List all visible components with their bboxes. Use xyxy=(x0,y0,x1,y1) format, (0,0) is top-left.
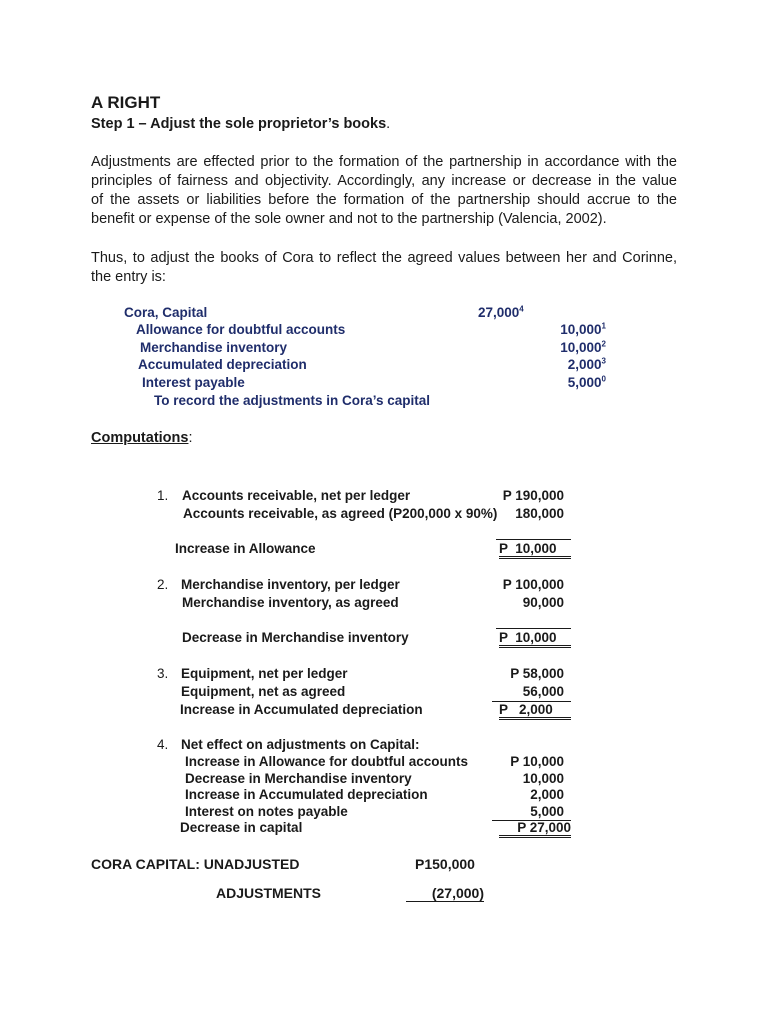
item-result-label: Increase in Allowance xyxy=(175,541,316,556)
step-title-period: . xyxy=(386,116,391,132)
journal-memo: To record the adjustments in Cora’s capital xyxy=(154,393,431,408)
adjustments-label: ADJUSTMENTS xyxy=(216,885,322,901)
journal-amount-value: 5,000 xyxy=(567,375,602,390)
item-line-amount: P 100,000 xyxy=(502,577,564,592)
journal-footnote-ref: 4 xyxy=(519,304,524,314)
computations-title-text: Computations xyxy=(91,430,189,446)
item-line-amount: P 190,000 xyxy=(502,488,564,503)
journal-credit-account: Interest payable xyxy=(142,375,245,390)
journal-credit-amount xyxy=(560,322,606,337)
step-title-text: Step 1 – Adjust the sole proprietor’s books xyxy=(91,116,387,132)
item-line-label: Merchandise inventory, as agreed xyxy=(182,595,399,610)
item-line-label: Increase in Accumulated depreciation xyxy=(185,787,428,802)
journal-footnote-ref: 1 xyxy=(601,321,606,331)
step-title xyxy=(91,116,390,132)
item-line-amount: 5,000 xyxy=(530,804,564,819)
item-line-label: Equipment, net as agreed xyxy=(181,684,346,699)
paragraph-line: benefit or expense of the sole owner and not to the partnership (Valencia, 2002). xyxy=(91,211,607,227)
item-result-label: Increase in Accumulated depreciation xyxy=(180,702,423,717)
paragraph-entry-intro xyxy=(91,249,677,287)
item-header: Net effect on adjustments on Capital: xyxy=(181,737,420,752)
item-line-label: Decrease in Merchandise inventory xyxy=(185,771,412,786)
computations-title-colon: : xyxy=(188,430,193,446)
item-result-amount: P 10,000 xyxy=(499,541,571,559)
subtotal-rule xyxy=(496,628,571,629)
item-line-label: Merchandise inventory, per ledger xyxy=(181,577,400,592)
item-number: 4. xyxy=(157,737,169,752)
item-line-label: Accounts receivable, as agreed (P200,000 x 90%) xyxy=(183,506,498,521)
journal-amount-value: 10,000 xyxy=(560,322,602,337)
computations-title xyxy=(91,430,193,446)
item-line-amount: 180,000 xyxy=(515,506,564,521)
item-line-amount: 2,000 xyxy=(530,787,564,802)
item-line-amount: 10,000 xyxy=(522,771,564,786)
item-result-label: Decrease in Merchandise inventory xyxy=(182,630,409,645)
item-result-amount: P 27,000 xyxy=(499,820,571,838)
journal-credit-account: Merchandise inventory xyxy=(140,340,288,355)
journal-amount-value: 10,000 xyxy=(560,340,602,355)
item-number: 2. xyxy=(157,577,169,592)
journal-credit-account: Allowance for doubtful accounts xyxy=(136,322,346,337)
unadjusted-amount: P150,000 xyxy=(415,856,475,872)
journal-amount-value: 2,000 xyxy=(567,357,602,372)
item-line-amount: P 10,000 xyxy=(510,754,564,769)
adjustments-amount: (27,000) xyxy=(406,885,484,902)
journal-debit-account: Cora, Capital xyxy=(124,305,208,320)
section-heading: A RIGHT xyxy=(91,93,161,112)
journal-credit-amount xyxy=(568,357,606,372)
journal-credit-amount xyxy=(568,375,606,390)
item-line-amount: 56,000 xyxy=(522,684,564,699)
item-line-amount: 90,000 xyxy=(522,595,564,610)
journal-amount-value: 27,000 xyxy=(478,305,520,320)
journal-footnote-ref: 2 xyxy=(601,339,606,349)
journal-debit-amount xyxy=(478,305,524,320)
journal-credit-account: Accumulated depreciation xyxy=(138,357,307,372)
journal-footnote-ref: 0 xyxy=(601,374,606,384)
item-line-label: Accounts receivable, net per ledger xyxy=(182,488,411,503)
item-number: 1. xyxy=(157,488,169,503)
paragraph-line: of the assets or liabilities before the formation of the partnership should accrue to the xyxy=(91,192,677,208)
item-result-amount: P 10,000 xyxy=(499,630,571,648)
subtotal-rule xyxy=(496,539,571,540)
item-number: 3. xyxy=(157,666,169,681)
unadjusted-label: CORA CAPITAL: UNADJUSTED xyxy=(91,856,300,872)
item-line-label: Increase in Allowance for doubtful accounts xyxy=(185,754,469,769)
item-line-label: Equipment, net per ledger xyxy=(181,666,348,681)
paragraph-line: Thus, to adjust the books of Cora to reflect the agreed values between her and Corinne, xyxy=(91,250,677,266)
journal-credit-amount xyxy=(560,340,606,355)
paragraph-line: the entry is: xyxy=(91,269,166,285)
item-result-label: Decrease in capital xyxy=(180,820,303,835)
paragraph-adjustments xyxy=(91,153,677,229)
journal-footnote-ref: 3 xyxy=(601,356,606,366)
item-line-label: Interest on notes payable xyxy=(185,804,348,819)
item-line-amount: P 58,000 xyxy=(510,666,564,681)
item-result-amount: P 2,000 xyxy=(499,702,571,720)
paragraph-line: Adjustments are effected prior to the formation of the partnership in accordance with the xyxy=(91,154,677,170)
paragraph-line: principles of fairness and objectivity. Accordingly, any increase or decrease in the value xyxy=(91,173,677,189)
